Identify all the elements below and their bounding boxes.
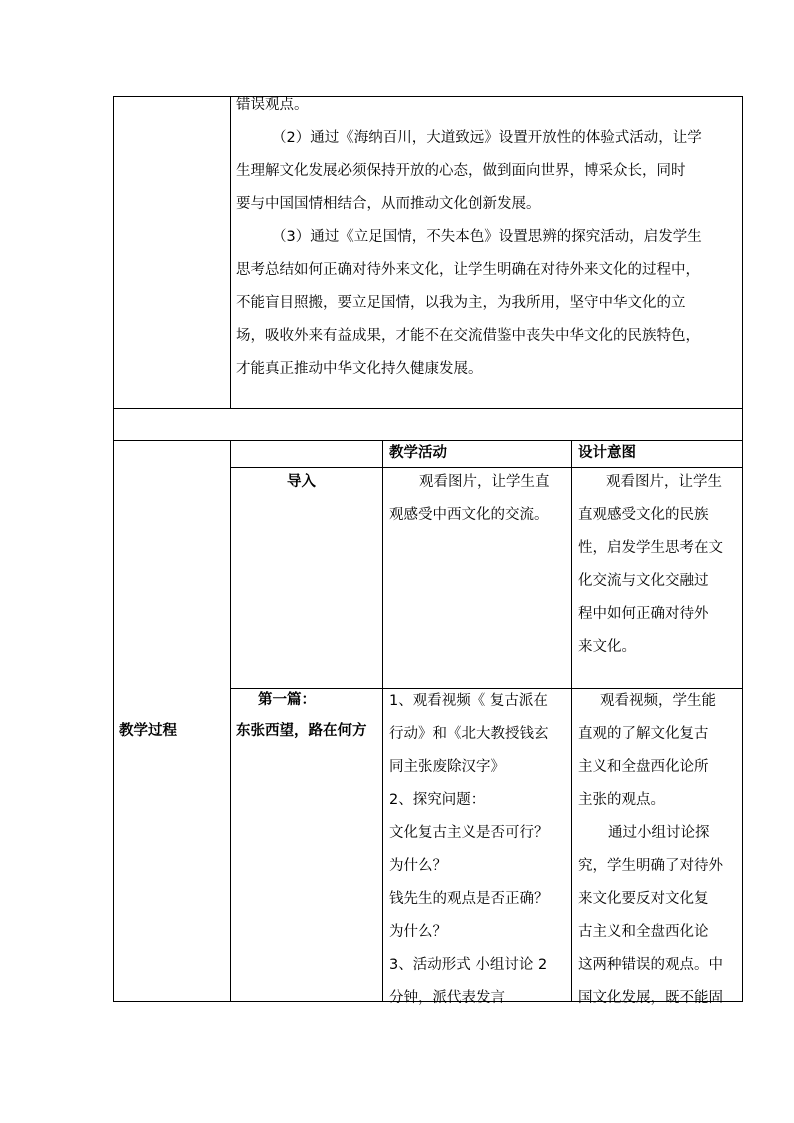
cell-line: 观看图片，让学生 [606,474,722,490]
cell-line: 同主张废除汉字》 [389,759,505,775]
paragraph-line: 思考总结如何正确对待外来文化，让学生明确在对待外来文化的过程中， [236,262,700,278]
stage-column-divider [230,440,231,1002]
cell-line: 程中如何正确对待外 [578,606,709,622]
cell-line: 直观的了解文化复古 [578,726,709,742]
cell-line: 化交流与文化交融过 [578,573,709,589]
paragraph-line: （3）通过《立足国情，不失本色》设置思辨的探究活动，启发学生 [272,229,702,245]
intent-intro [578,466,738,664]
paragraph-line: 不能盲目照搬，要立足国情，以我为主，为我所用，坚守中华文化的立 [236,295,686,311]
cell-line: 究，学生明确了对待外 [578,858,723,874]
paragraph-line: 要与中国国情相结合，从而推动文化创新发展。 [236,196,541,212]
cell-line: 分钟，派代表发言 [389,990,505,1006]
header-activity: 教学活动 [389,445,447,461]
section-label: 教学过程 [119,723,177,739]
upper-block-bottom [113,408,743,409]
cell-line: 1、观看视频《 复古派在 [389,693,548,709]
cell-line: 这两种错误的观点。中 [578,957,723,973]
cell-line: 观看图片，让学生直 [419,474,550,490]
cell-line: 主义和全盘西化论所 [578,759,709,775]
cell-line: 性，启发学生思考在文 [578,540,723,556]
cell-line: 3、活动形式 小组讨论 2 [389,957,548,973]
cell-line: 国文化发展，既不能固 [578,990,723,1006]
cell-line: 古主义和全盘西化论 [578,924,709,940]
paragraph-line: 场，吸收外来有益成果，才能不在交流借鉴中丧失中华文化的民族特色， [236,328,700,344]
activity-column-divider [382,440,383,1002]
cell-line: 文化复古主义是否可行？ [389,825,549,841]
cell-line: 来文化。 [578,639,636,655]
cell-line: 观看视频，学生能 [600,693,716,709]
paragraph-line: 才能真正推动中华文化持久健康发展。 [236,361,483,377]
intent-column-divider [571,440,572,1002]
stage-part-one-subtitle: 东张西望，路在何方 [236,723,367,739]
table-border-right [742,96,743,1002]
cell-line: 钱先生的观点是否正确？ [389,891,549,907]
table-border-left [113,96,114,1002]
blank-row-bottom [113,440,743,441]
paragraph-line: （2）通过《海纳百川，大道致远》设置开放性的体验式活动，让学 [272,130,702,146]
intent-part-one [578,685,738,1015]
cell-line: 来文化要反对文化复 [578,891,709,907]
stage-part-one-title: 第一篇： [258,692,316,708]
cell-line: 主张的观点。 [578,792,665,808]
upper-column-divider [230,96,231,408]
cell-line: 为什么？ [389,924,447,940]
cell-line: 通过小组讨论探 [608,825,710,841]
cell-line: 为什么？ [389,858,447,874]
header-intent: 设计意图 [578,445,636,461]
cell-line: 观感受中西文化的交流。 [389,507,549,523]
cell-line: 行动》和《北大教授钱玄 [389,726,549,742]
paragraph-line: 生理解文化发展必须保持开放的心态，做到面向世界，博采众长，同时 [236,163,686,179]
stage-intro: 导入 [287,474,316,490]
cell-line: 2、探究问题： [389,792,486,808]
activity-intro [389,466,567,532]
activity-part-one [389,685,567,1015]
cell-line: 直观感受文化的民族 [578,507,709,523]
paragraph-line: 错误观点。 [236,97,309,113]
upper-paragraphs [236,89,736,386]
